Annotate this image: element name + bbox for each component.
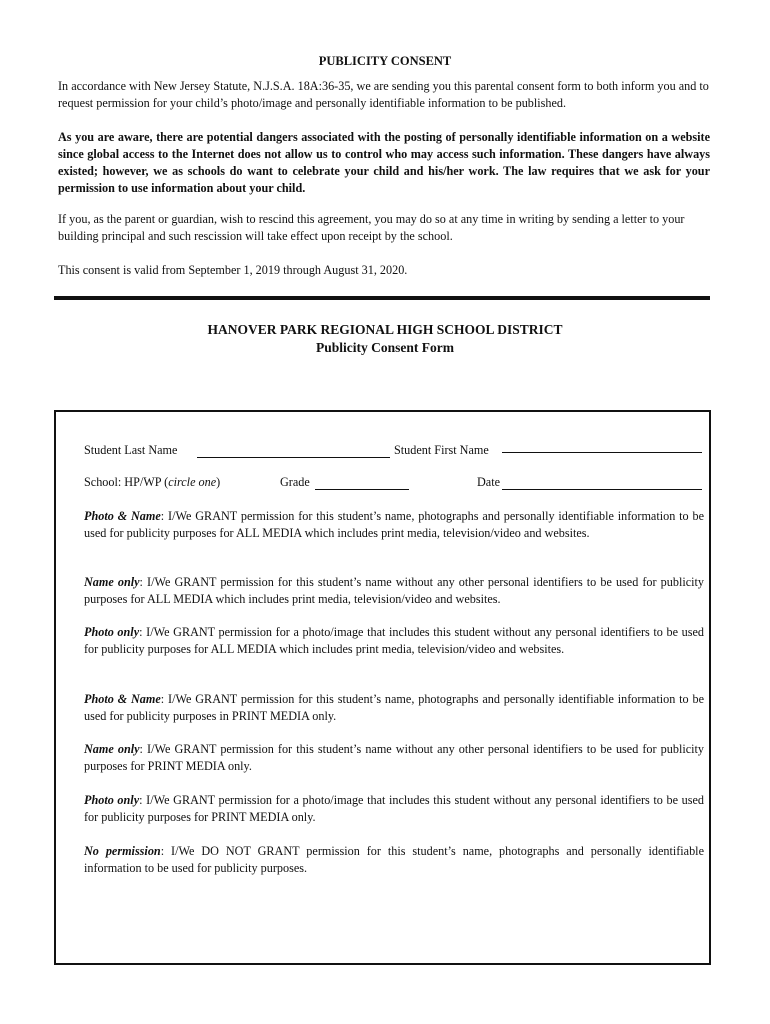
date-label: Date	[477, 475, 501, 489]
option-photo-name-print-media[interactable]	[84, 691, 704, 725]
option-no-permission[interactable]	[84, 843, 704, 877]
option-label: Photo only	[84, 793, 140, 807]
grade-field[interactable]	[315, 475, 409, 490]
intro-paragraph-statute: In accordance with New Jersey Statute, N.J.S.A. 18A:36-35, we are sending you this parental consent form to both inform you and to request permission for your child’s photo/image and personally identifiable information to be published.	[58, 79, 709, 110]
date-field[interactable]	[502, 475, 702, 490]
option-label: Photo & Name	[84, 692, 161, 706]
student-name-row	[84, 442, 704, 460]
option-photo-name-all-media[interactable]	[84, 508, 704, 542]
intro-paragraph-validity: This consent is valid from September 1, 2019 through August 31, 2020.	[58, 263, 408, 277]
publicity-consent-heading: PUBLICITY CONSENT	[318, 54, 452, 68]
option-text: : I/We GRANT permission for this student’s name without any other personal identifiers to be used for publicity purposes for PRINT MEDIA only.	[84, 742, 705, 773]
option-label: Name only	[84, 742, 140, 756]
form-title: Publicity Consent Form	[316, 340, 454, 355]
option-name-only-print-media[interactable]	[84, 741, 704, 775]
section-divider	[54, 296, 710, 300]
student-last-name-field[interactable]	[197, 443, 390, 458]
district-name: HANOVER PARK REGIONAL HIGH SCHOOL DISTRICT	[207, 322, 563, 337]
option-text: : I/We GRANT permission for this student’s name, photographs and personally identifiable information to be used for publicity purposes in PRINT MEDIA only.	[84, 692, 704, 723]
student-first-name-field[interactable]	[502, 438, 702, 453]
option-text: : I/We GRANT permission for this student’s name, photographs and personally identifiable information to be used for publicity purposes for ALL MEDIA which includes print media, television/video and websites.	[84, 509, 704, 540]
school-grade-date-row	[84, 474, 704, 492]
option-label: No permission	[84, 844, 161, 858]
option-text: : I/We GRANT permission for a photo/image that includes this student without any personal identifiers to be used for publicity purposes for PRINT MEDIA only.	[84, 793, 705, 824]
option-label: Name only	[84, 575, 140, 589]
grade-label: Grade	[280, 475, 310, 489]
school-hint: circle one	[168, 475, 217, 489]
student-last-name-label: Student Last Name	[84, 443, 178, 457]
option-photo-only-all-media[interactable]	[84, 624, 704, 658]
option-text: : I/We GRANT permission for this student’s name without any other personal identifiers to be used for publicity purposes for ALL MEDIA which includes print media, television/video and websites.	[84, 575, 705, 606]
intro-paragraph-rescind: If you, as the parent or guardian, wish to rescind this agreement, you may do so at any time in writing by sending a letter to your building principal and such rescission will take effect upon receipt by the school.	[58, 212, 685, 243]
consent-form-box	[54, 410, 711, 965]
option-label: Photo & Name	[84, 509, 161, 523]
school-label: School: HP/WP (circle one)	[84, 475, 221, 489]
student-first-name-label: Student First Name	[394, 443, 489, 457]
intro-paragraph-dangers: As you are aware, there are potential dangers associated with the posting of personally identifiable information on a website since global access to the Internet does not allow us to control who may access such information. These dangers have always existed; however, we as schools do want to celebrate your child and his/her work. The law requires that we ask for your permission to use information about your child.	[58, 130, 710, 195]
option-text: : I/We DO NOT GRANT permission for this student’s name, photographs and personally identifiable information to be used for publicity purposes.	[84, 844, 704, 875]
option-name-only-all-media[interactable]	[84, 574, 704, 608]
option-text: : I/We GRANT permission for a photo/image that includes this student without any personal identifiers to be used for publicity purposes for ALL MEDIA which includes print media, television/video and websites.	[84, 625, 705, 656]
option-photo-only-print-media[interactable]	[84, 792, 704, 826]
option-label: Photo only	[84, 625, 140, 639]
